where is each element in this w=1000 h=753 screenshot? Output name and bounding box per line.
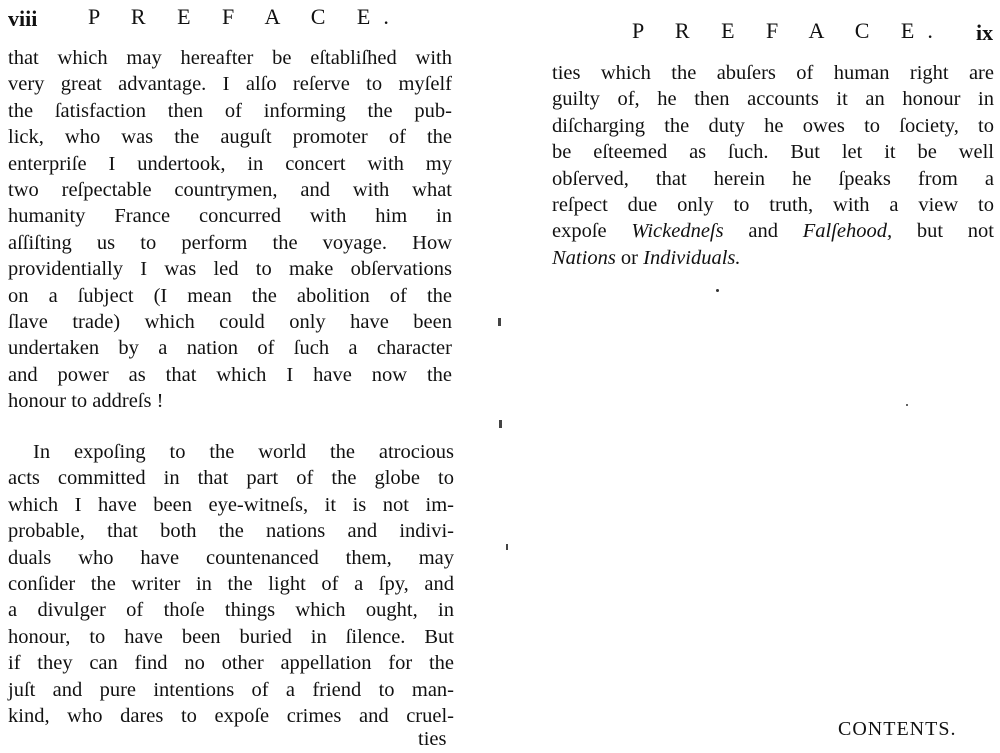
text-line: the ſatisfaction then of informing the pub- [8,99,452,122]
text-line: obſerved, that herein he ſpeaks from a [552,167,994,190]
gutter-mark [506,544,508,550]
folio-left: viii [8,6,38,31]
text-line [552,245,994,271]
text-run: expoſe [552,220,632,243]
right-page [520,0,1000,753]
text-line: on a ſubject (I mean the abolition of the [8,284,452,307]
running-head-left: P R E F A C E. [88,4,402,29]
text-line: ties which the abuſers of human right are [552,62,994,84]
text-line: a divulger of thoſe things which ought, in [8,599,454,622]
folio-right: ix [976,20,994,45]
italic-text: Wickedneſs [631,220,724,243]
text-line: enterpriſe I undertook, in concert with my [8,152,452,175]
text-line: if they can find no other appellation for the [8,652,454,675]
text-line [552,218,994,244]
text-line: honour to addreſs ! [8,390,164,413]
gutter-mark [499,420,502,428]
paragraph-right [552,60,994,271]
running-head-right: P R E F A C E. [632,18,946,43]
text-line: and power as that which I have now the [8,363,452,386]
text-line: duals who have countenanced them, may [8,546,454,569]
text-line: that which may hereafter be eſtabliſhed with [8,47,452,69]
text-line: humanity France concurred with him in [8,205,452,228]
catchword-left: ties [418,728,447,750]
text-line: probable, that both the nations and indivi- [8,520,454,543]
text-line: In expoſing to the world the atrocious [33,441,454,463]
catchword-contents: CONTENTS. [838,718,957,740]
text-line: diſcharging the duty he owes to ſociety, to [552,114,994,137]
text-run: but not [892,220,994,243]
text-line: reſpect due only to truth, with a view to [552,194,994,217]
text-line: very great advantage. I alſo reſerve to myſelf [8,73,452,96]
gutter-mark [498,318,501,326]
italic-text: Nations [552,246,616,269]
text-line: two reſpectable countrymen, and with what [8,179,452,202]
text-line: acts committed in that part of the globe to [8,467,454,490]
paragraph-2 [8,439,454,729]
text-line: honour, to have been buried in ſilence. But [8,625,454,648]
text-line: conſider the writer in the light of a ſpy, and [8,573,454,596]
text-line: providentially I was led to make obſervations [8,258,452,281]
text-line: ſlave trade) which could only have been [8,311,452,334]
text-run: or [615,246,644,269]
text-line: guilty of, he then accounts it an honour in [552,88,994,111]
text-line: undertaken by a nation of ſuch a character [8,337,452,360]
text-line: juſt and pure intentions of a friend to man- [8,678,454,701]
italic-text: Individuals. [643,246,741,269]
text-line: be eſteemed as ſuch. But let it be well [552,141,994,164]
text-line: aſſiſting us to perform the voyage. How [8,231,452,254]
left-page [0,0,470,753]
text-run: and [723,220,803,243]
text-line: which I have been eye-witneſs, it is not im- [8,493,454,516]
text-line: kind, who dares to expoſe crimes and cruel- [8,705,454,728]
paragraph-1 [8,45,452,415]
italic-text: Falſehood, [802,220,893,243]
text-line: lick, who was the auguſt promoter of the [8,126,452,149]
